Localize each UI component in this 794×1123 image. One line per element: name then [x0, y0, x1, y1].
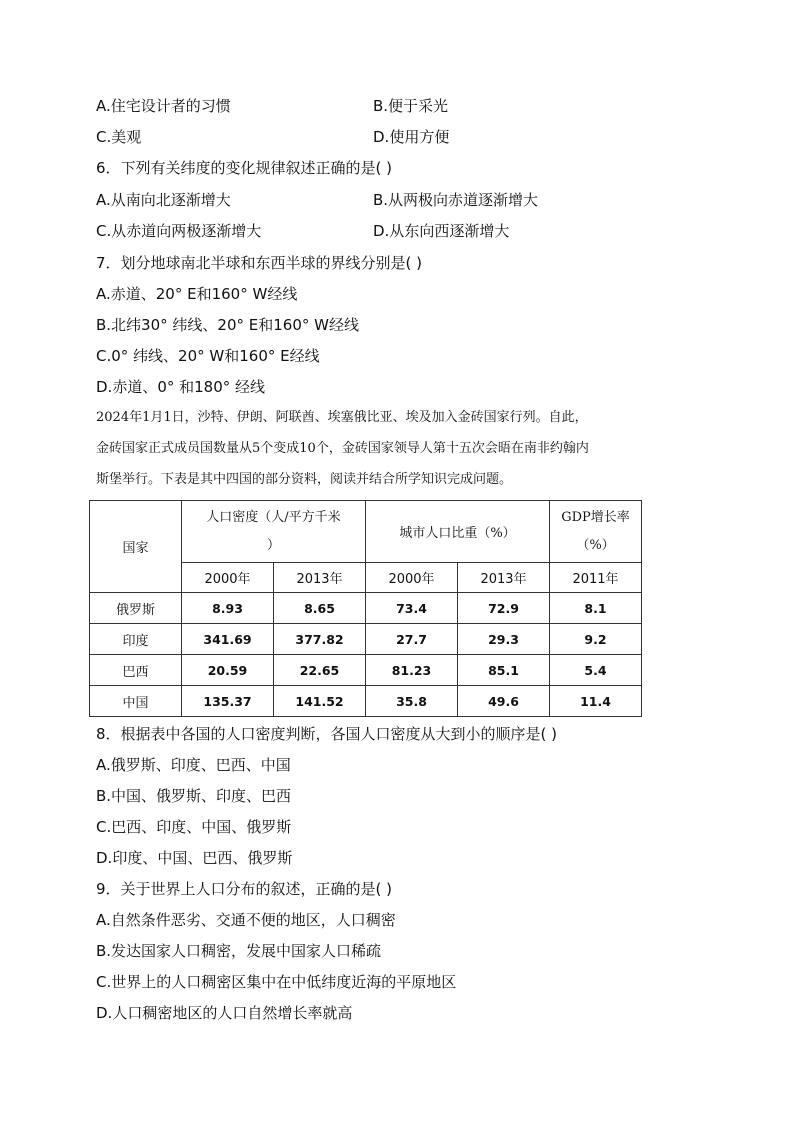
passage-line-1: 2024年1月1日，沙特、伊朗、阿联酋、埃塞俄比亚、埃及加入金砖国家行列。自此， [96, 410, 588, 425]
q7-stem: 7．划分地球南北半球和东西半球的界线分别是( ) [96, 254, 423, 272]
year-urban-2013: 2013年 [458, 563, 550, 593]
q5-option-c: C.美观 [96, 128, 142, 146]
urban-2000: 35.8 [366, 686, 458, 717]
q6-option-b: B.从两极向赤道逐渐增大 [373, 191, 539, 209]
urban-2013: 85.1 [458, 655, 550, 686]
q8-option-a: A.俄罗斯、印度、巴西、中国 [96, 756, 291, 774]
q7-option-d: D.赤道、0° 和180° 经线 [96, 378, 266, 396]
q9-stem: 9．关于世界上人口分布的叙述，正确的是( ) [96, 880, 393, 898]
year-gdp-2011: 2011年 [550, 563, 642, 593]
q8-option-c: C.巴西、印度、中国、俄罗斯 [96, 818, 292, 836]
header-density-line-2: ） [266, 537, 280, 553]
density-2013: 8.65 [274, 593, 366, 624]
table-row [90, 593, 642, 624]
country-name: 俄罗斯 [90, 593, 182, 624]
year-urban-2000: 2000年 [366, 563, 458, 593]
table-row [90, 686, 642, 717]
density-2013: 22.65 [274, 655, 366, 686]
year-density-2013: 2013年 [274, 563, 366, 593]
q5-option-a: A.住宅设计者的习惯 [96, 97, 231, 115]
density-2000: 341.69 [182, 624, 274, 655]
table-row [90, 624, 642, 655]
country-name: 中国 [90, 686, 182, 717]
header-gdp-line-1: GDP增长率 [561, 509, 630, 525]
year-density-2000: 2000年 [182, 563, 274, 593]
q9-option-c: C.世界上的人口稠密区集中在中低纬度近海的平原地区 [96, 973, 457, 991]
gdp-2011: 5.4 [550, 655, 642, 686]
gdp-2011: 9.2 [550, 624, 642, 655]
header-urban: 城市人口比重（%） [366, 501, 550, 563]
table-row [90, 655, 642, 686]
q8-option-b: B.中国、俄罗斯、印度、巴西 [96, 787, 292, 805]
header-gdp [550, 501, 642, 563]
density-2013: 377.82 [274, 624, 366, 655]
q6-option-a: A.从南向北逐渐增大 [96, 191, 231, 209]
country-data-table [89, 500, 642, 717]
q9-option-d: D.人口稠密地区的人口自然增长率就高 [96, 1004, 353, 1022]
urban-2000: 73.4 [366, 593, 458, 624]
q5-option-b: B.便于采光 [373, 97, 449, 115]
header-density-line-1: 人口密度（人/平方千米 [206, 509, 341, 525]
gdp-2011: 11.4 [550, 686, 642, 717]
gdp-2011: 8.1 [550, 593, 642, 624]
q9-option-b: B.发达国家人口稠密，发展中国家人口稀疏 [96, 942, 382, 960]
country-name: 印度 [90, 624, 182, 655]
header-country: 国家 [90, 501, 182, 593]
country-name: 巴西 [90, 655, 182, 686]
passage-line-3: 斯堡举行。下表是其中四国的部分资料，阅读并结合所学知识完成问题。 [96, 472, 513, 487]
urban-2000: 27.7 [366, 624, 458, 655]
urban-2013: 49.6 [458, 686, 550, 717]
urban-2000: 81.23 [366, 655, 458, 686]
q5-option-d: D.使用方便 [373, 128, 450, 146]
q7-option-a: A.赤道、20° E和160° W经线 [96, 285, 298, 303]
header-gdp-line-2: （%） [576, 537, 615, 553]
urban-2013: 29.3 [458, 624, 550, 655]
density-2013: 141.52 [274, 686, 366, 717]
q8-option-d: D.印度、中国、巴西、俄罗斯 [96, 849, 293, 867]
density-2000: 8.93 [182, 593, 274, 624]
q6-stem: 6．下列有关纬度的变化规律叙述正确的是( ) [96, 159, 393, 177]
density-2000: 135.37 [182, 686, 274, 717]
q7-option-b: B.北纬30° 纬线、20° E和160° W经线 [96, 316, 359, 334]
density-2000: 20.59 [182, 655, 274, 686]
urban-2013: 72.9 [458, 593, 550, 624]
q6-option-d: D.从东向西逐渐增大 [373, 222, 510, 240]
q8-stem: 8．根据表中各国的人口密度判断，各国人口密度从大到小的顺序是( ) [96, 725, 558, 743]
q7-option-c: C.0° 纬线、20° W和160° E经线 [96, 347, 320, 365]
header-density [182, 501, 366, 563]
q9-option-a: A.自然条件恶劣、交通不便的地区，人口稠密 [96, 911, 396, 929]
q6-option-c: C.从赤道向两极逐渐增大 [96, 222, 262, 240]
passage-line-2: 金砖国家正式成员国数量从5个变成10个，金砖国家领导人第十五次会晤在南非约翰内 [96, 441, 589, 456]
